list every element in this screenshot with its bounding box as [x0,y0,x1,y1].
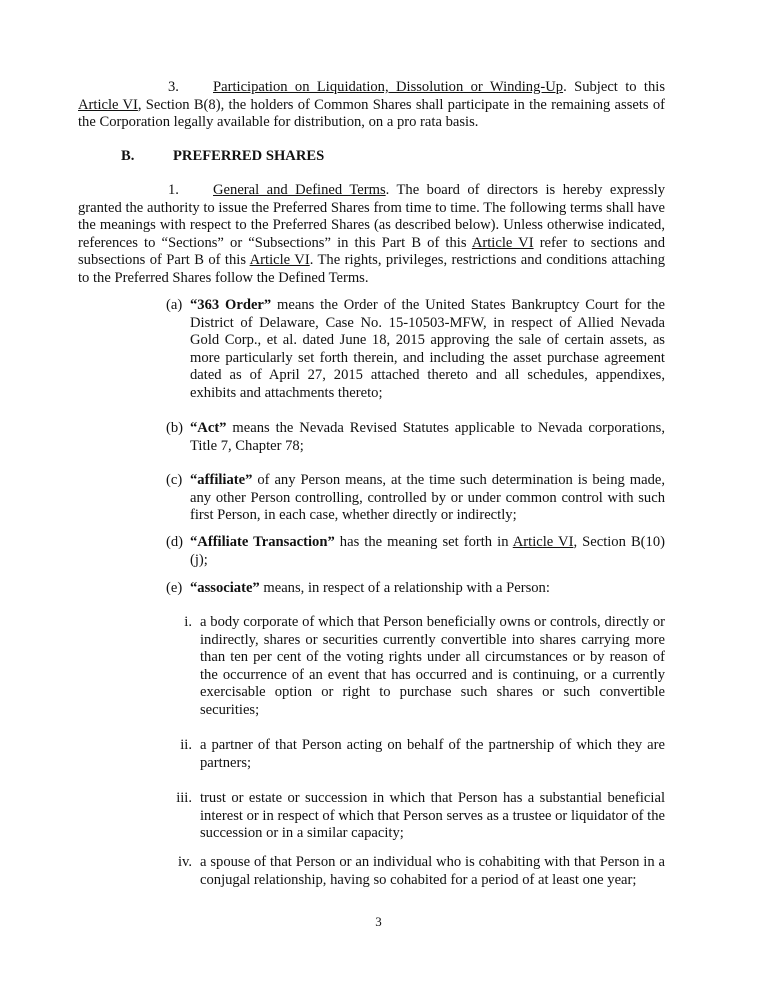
subitem-label: iv. [177,854,192,870]
associate-subitem-iii [176,790,665,843]
subitem-label: ii. [180,737,192,753]
definition-label: (e) [166,580,183,596]
section-1-text-3: . The rights, privileges, restrictions and conditions attaching to the Preferred Shares follow the Defined Terms. [78,252,665,286]
definition-text: has the meaning set forth in [334,534,513,550]
definition-act [166,420,665,455]
definition-affiliate [166,472,665,525]
definition-label: (c) [166,472,183,488]
definition-article-ref: Article VI [512,534,574,550]
section-3-article-ref: Article VI [78,96,138,113]
definition-term: “affiliate” [190,472,253,488]
section-3-title: Participation on Liquidation, Dissolution or Winding-Up [213,79,564,95]
section-1-paragraph [78,182,665,288]
definition-affiliate-transaction [166,534,665,569]
definition-term: “363 Order” [190,297,272,313]
definition-term: “associate” [190,580,260,596]
definition-text: means, in respect of a relationship with a Person: [259,580,550,596]
section-1-article-ref-1: Article VI [471,234,534,251]
section-3-paragraph [78,79,665,132]
definition-text-after: , Section B(10)(j); [190,534,665,568]
definition-label: (b) [166,420,184,436]
subitem-text: a body corporate of which that Person beneficially owns or controls, directly or indirectly, shares or securities currently convertible into shares carrying more than ten per cent of the voting rights under all circumstances or by reason of the occurrence of an event that has occurred and is continuing, or a currently exercisable option or right to purchase such shares or such convertible securities; [200,614,665,718]
definition-term: “Act” [190,420,227,436]
section-1-article-ref-2: Article VI [249,252,310,269]
section-1-title: General and Defined Terms [213,182,386,198]
definition-text: of any Person means, at the time such determination is being made, any other Person controlling, controlled by or under common control with such first Person, in each case, whether directly or indirectly; [190,472,665,524]
subitem-text: a spouse of that Person or an individual who is cohabiting with that Person in a conjugal relationship, having so cohabited for a period of at least one year; [200,854,665,888]
associate-subitem-ii [176,737,665,772]
subitem-label: i. [184,614,192,630]
section-3-lead: . Subject to this [563,79,666,95]
subitem-label: iii. [176,790,192,806]
subitem-text: trust or estate or succession in which that Person has a substantial beneficial interest or in respect of which that Person serves as a trustee or liquidator of the succession or in a similar capacity; [200,790,665,842]
definition-term: “Affiliate Transaction” [190,534,335,550]
part-b-letter: B. [121,148,135,164]
subitem-text: a partner of that Person acting on behalf of the partnership of which they are partners; [200,737,665,771]
definition-363-order [166,297,665,403]
definition-associate [166,580,665,598]
page-number: 3 [375,914,382,929]
definition-label: (a) [166,297,183,313]
section-3-number: 3. [168,79,179,95]
part-b-heading [121,148,324,166]
associate-subitem-iv [176,854,665,889]
part-b-title: PREFERRED SHARES [173,148,325,164]
section-1-text-2: refer to sections and subsections of Part B of this [78,234,665,269]
section-3-text: , Section B(8), the holders of Common Shares shall participate in the remaining assets of the Corporation legally available for distribution, on a pro rata basis. [78,96,665,131]
section-1-text-1: . The board of directors is hereby expressly granted the authority to issue the Preferred Shares from time to time. The following terms shall have the meanings with respect to the Preferred Shares (as described below). Unless otherwise indicated, references to “Sections” or “Subsections” in this Part B of this [78,182,665,251]
definition-text: means the Order of the United States Bankruptcy Court for the District of Delaware, Case No. 15-10503-MFW, in respect of Allied Nevada Gold Corp., et al. dated June 18, 2015 approving the sale of certain assets, as more particularly set forth therein, and including the asset purchase agreement dated as of April 27, 2015 attached thereto and all schedules, appendixes, exhibits and attachments thereto; [190,297,665,401]
section-1-number: 1. [168,182,179,198]
associate-subitem-i [176,614,665,720]
definition-label: (d) [166,534,184,550]
definition-text: means the Nevada Revised Statutes applicable to Nevada corporations, Title 7, Chapter 78; [190,420,665,454]
